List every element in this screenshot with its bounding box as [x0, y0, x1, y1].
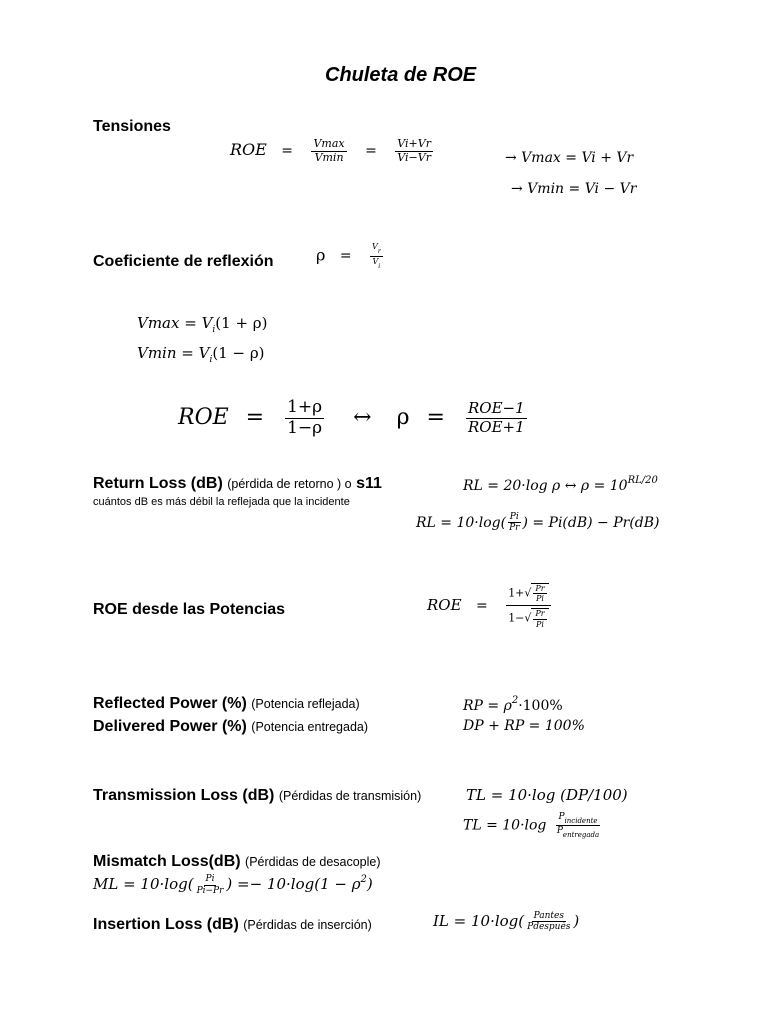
heading-reflected-power: Reflected Power (%) (Potencia reflejada) — [93, 695, 360, 712]
rho-symbol: ρ — [396, 405, 410, 431]
fraction-denominator: Vi−Vr — [397, 150, 431, 164]
fraction-numerator: Vi+Vr — [397, 137, 431, 150]
eq-vmax-rho: $Vmax = V_i(1 + \rho)$ — [137, 314, 268, 335]
fraction-pi-pr: $\frac{Pi}{Pr}$ — [509, 512, 520, 534]
return-loss-note: cuántos dB es más débil la reflejada que la incidente — [93, 496, 350, 508]
eq-rl-power: RL = 10·log( $\frac{Pi}{Pr}$ ) = Pi(dB) − Pr(dB) — [416, 512, 660, 534]
eq-vmin: → Vmin = Vi − Vr — [511, 181, 637, 197]
fraction-1plusrho — [285, 398, 324, 438]
heading-tensiones: Tensiones — [93, 118, 171, 135]
fraction-pi-pipr: $\frac{Pi}{Pi-Pr}$ — [196, 874, 224, 896]
heading-insertion-loss: Insertion Loss (dB) (Pérdidas de inserción) — [93, 916, 372, 933]
eq-roe-lhs: ROE — [230, 140, 267, 160]
eq-tl-dp: TL = 10·log (DP/100) — [466, 786, 628, 804]
eq-il: IL = 10·log( $\frac{\text{Pantes}}{\text{Pdespués}}$ ) — [433, 911, 580, 933]
equivalence-arrow: ↔ — [353, 405, 372, 431]
eq-main-lhs: ROE — [178, 405, 229, 431]
eq-vmin-rho: $Vmin = V_i(1 - \rho)$ — [137, 344, 265, 365]
fraction-roe-power: 1+√ $\frac{Pr}{Pi}$ 1−√ $\frac{Pr}{Pi}$ — [506, 583, 550, 629]
eq-tl-power: TL = 10·log $\frac{P_{incidente}}{P_{entregada}}$ — [463, 812, 600, 840]
eq-rp: RP = $\rho^2\cdot 100\%$ — [463, 695, 563, 714]
heading-delivered-power: Delivered Power (%) (Potencia entregada) — [93, 718, 369, 735]
eq-dp: DP + RP = 100% — [463, 718, 585, 734]
fraction-pantes-pdespues: $\frac{\text{Pantes}}{\text{Pdespués}}$ — [527, 911, 571, 933]
eq-rho-def: ρ = $\frac{V_r}{V_i}$ — [316, 242, 381, 270]
heading-roe-potencias: ROE desde las Potencias — [93, 601, 286, 618]
eq-roe-rho: ROE = $\frac{1+\rho}{1-\rho}$ ↔ ρ = $\frac{\text{ROE−1}}{\text{ROE+1}}$ — [178, 397, 525, 438]
return-loss-paren: (pérdida de retorno ) o — [227, 477, 352, 491]
eq-vmax: → Vmax = Vi + Vr — [505, 150, 634, 166]
fraction-vr-vi — [370, 242, 383, 271]
heading-coeficiente: Coeficiente de reflexión — [93, 253, 274, 270]
eq-ml: ML = 10·log( $\frac{Pi}{Pi-Pr}$ ) =− $10\cdot\log(1 - \rho^2)$ — [93, 874, 373, 896]
fraction-denominator: $V_i$ — [372, 256, 381, 270]
fraction-numerator: Vmax — [313, 137, 345, 150]
fraction-roe — [466, 400, 527, 436]
fraction-denominator: 1−ρ — [287, 417, 323, 438]
heading-mismatch-loss: Mismatch Loss(dB) (Pérdidas de desacople) — [93, 853, 381, 870]
fraction-p-incidente-entregada: $\frac{P_{incidente}}{P_{entregada}}$ — [556, 812, 600, 840]
heading-return-loss: Return Loss (dB) (pérdida de retorno ) o s11 — [93, 475, 382, 492]
rho-symbol: ρ — [316, 245, 326, 265]
eq-roe-power: ROE = 1+√ $\frac{Pr}{Pi}$ 1−√ $\frac{Pr}{Pi}$ — [427, 583, 555, 629]
fraction-numerator: ROE−1 — [467, 399, 525, 418]
heading-transmission-loss: Transmission Loss (dB) (Pérdidas de transmisión) — [93, 787, 422, 804]
fraction-vi-vr — [395, 138, 433, 164]
fraction-numerator: 1+ρ — [287, 397, 323, 417]
eq-roe-vmax-vmin: ROE = $\frac{Vmax}{Vmin}$ = $\frac{Vi+Vr}{Vi-Vr}$ — [230, 137, 431, 164]
fraction-numerator: $V_r$ — [372, 242, 381, 255]
fraction-denominator: Vmin — [314, 150, 344, 164]
page-title: Chuleta de ROE — [325, 64, 477, 86]
eq-rl-rho: RL = 20·log ρ ↔ $\rho = 10^{RL/20}$ — [463, 475, 658, 494]
fraction-vmax-vmin — [311, 138, 346, 164]
fraction-denominator: ROE+1 — [467, 417, 525, 436]
s11-label: s11 — [356, 475, 382, 492]
